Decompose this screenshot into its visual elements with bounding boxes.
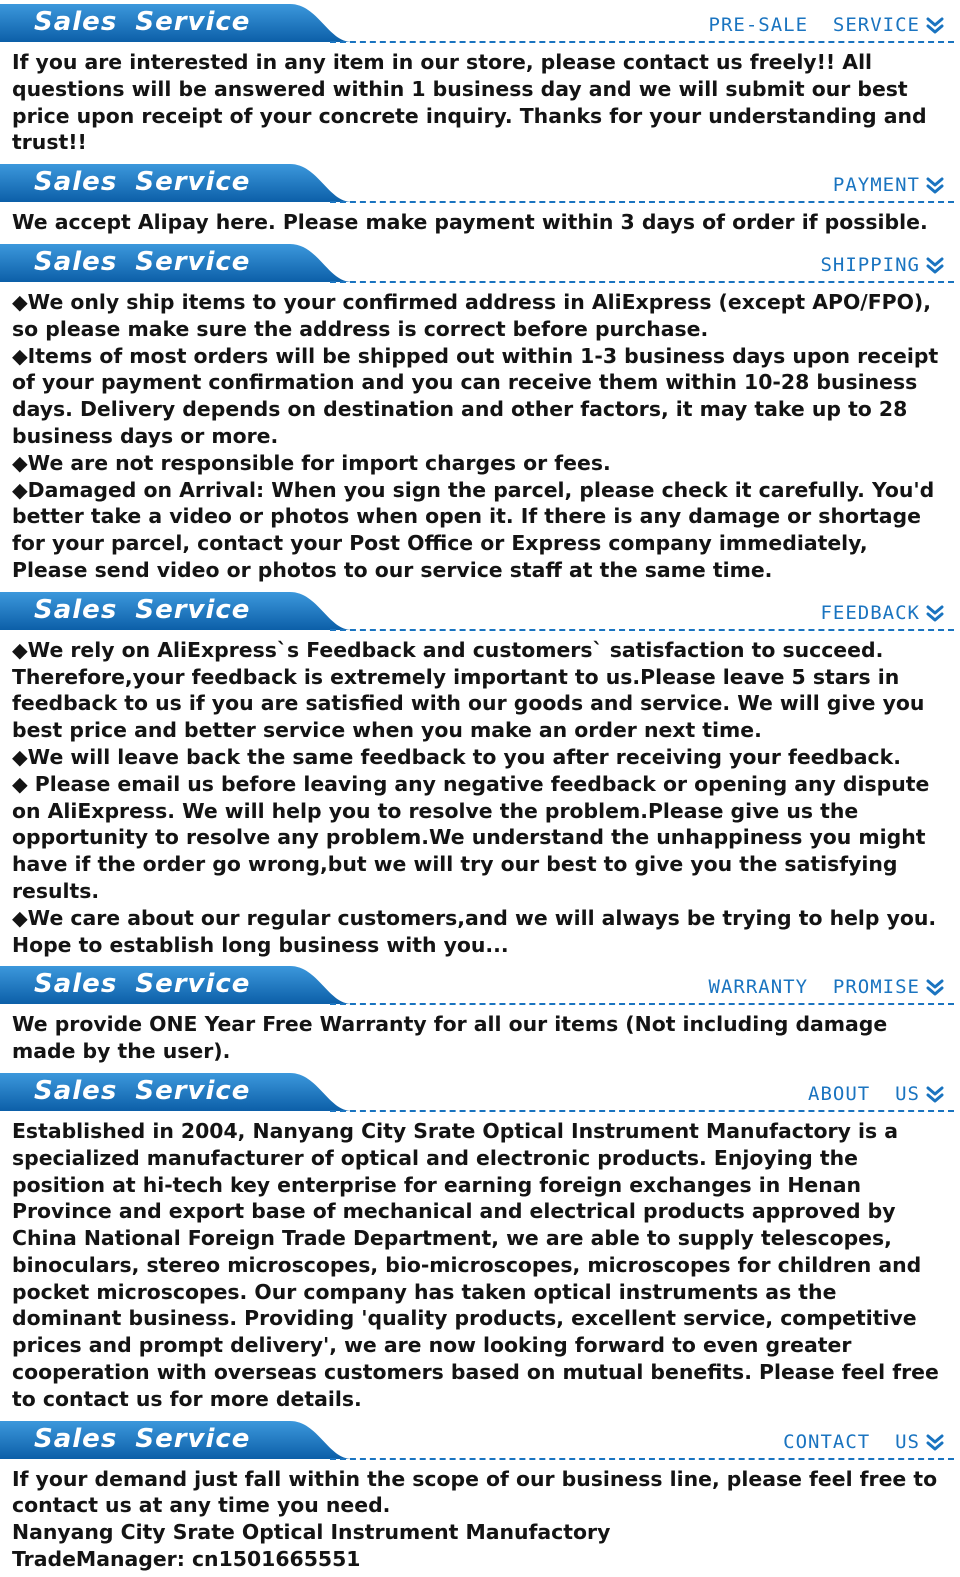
section-tag: CONTACT US (783, 1430, 920, 1453)
chevron-down-icon (926, 1086, 944, 1104)
section-shipping (0, 240, 960, 588)
section-about-us (0, 1069, 960, 1417)
paragraph: ◆ Please email us before leaving any negative feedback or opening any dispute on AliExpress. We will help you to resolve the problem.Please give us the opportunity to resolve any problem.We understand the unhappiness you might have if the order go wrong,but we will try our best to give you the satisfying results. (12, 771, 930, 903)
chevron-down-icon (926, 605, 944, 623)
dashed-divider (330, 41, 954, 43)
section-body (0, 206, 960, 240)
section-title: Sales Service (34, 969, 251, 1000)
chevron-down-icon (926, 979, 944, 997)
section-body (0, 286, 960, 588)
paragraph: ◆Items of most orders will be shipped out within 1-3 business days upon receipt of your payment confirmation and you can receive them within 10-28 business days. Delivery depends on destination and other factors, it may take up to 28 business days or more. (12, 343, 939, 448)
dashed-divider (330, 281, 954, 283)
paragraph: ◆We care about our regular customers,and we will always be trying to help you. Hope to establish long business with you... (12, 905, 937, 957)
section-title: Sales Service (34, 1075, 251, 1106)
section-title: Sales Service (34, 246, 251, 277)
paragraph: We provide ONE Year Free Warranty for all our items (Not including damage made by the user). (12, 1012, 888, 1064)
chevron-down-icon (926, 17, 944, 35)
dashed-divider (330, 1458, 954, 1460)
paragraph: ◆Damaged on Arrival: When you sign the parcel, please check it carefully. You'd better take a video or photos when open it. If there is any damage or shortage for your parcel, contact your Post Office or Express company immediately, Please send video or photos to our service staff at the same time. (12, 477, 935, 582)
section-tag: SHIPPING (820, 253, 920, 276)
section-payment (0, 160, 960, 240)
section-header (0, 1069, 960, 1115)
section-pre-sale-service (0, 0, 960, 160)
section-feedback (0, 588, 960, 963)
section-title: Sales Service (34, 1423, 251, 1454)
section-header (0, 962, 960, 1008)
trademanager-id: TradeManager: cn1501665551 (12, 1547, 361, 1572)
section-title: Sales Service (34, 167, 251, 198)
dashed-divider (330, 1003, 954, 1005)
section-tag: FEEDBACK (820, 601, 920, 624)
paragraph: If your demand just fall within the scope of our business line, please feel free to contact us at any time you need. (12, 1466, 938, 1518)
paragraph: We accept Alipay here. Please make payment within 3 days of order if possible. (12, 210, 928, 235)
section-header (0, 240, 960, 286)
section-tag: WARRANTY PROMISE (708, 976, 920, 999)
section-body (0, 1008, 960, 1069)
section-title: Sales Service (34, 594, 251, 625)
section-tab (0, 592, 960, 632)
paragraph: ◆We rely on AliExpress`s Feedback and customers` satisfaction to succeed. Therefore,your feedback is extremely important to us.Please leave 5 stars in feedback to us if you are satisfied with our goods and service. We will give you best price and better service when you make an order next time. (12, 637, 925, 743)
section-title: Sales Service (34, 7, 251, 37)
section-contact-us (0, 1417, 960, 1577)
chevron-down-icon (926, 257, 944, 275)
dashed-divider (330, 201, 954, 203)
section-warranty-promise (0, 962, 960, 1069)
section-header (0, 588, 960, 634)
section-body (0, 1463, 960, 1577)
paragraph: ◆We are not responsible for import charges or fees. (12, 450, 611, 475)
section-body (0, 1115, 960, 1417)
paragraph: If you are interested in any item in our store, please contact us freely!! All questions will be answered within 1 business day and we will submit our best price upon receipt of your concrete inquiry. Thanks for your understanding and trust!! (12, 50, 927, 155)
section-header (0, 1417, 960, 1463)
dashed-divider (330, 1110, 954, 1112)
section-body (0, 46, 960, 160)
paragraph: ◆We will leave back the same feedback to you after receiving your feedback. (12, 744, 901, 769)
dashed-divider (330, 629, 954, 631)
company-name: Nanyang City Srate Optical Instrument Manufactory (12, 1520, 611, 1545)
section-tag: PRE-SALE SERVICE (708, 14, 920, 36)
paragraph: Established in 2004, Nanyang City Srate Optical Instrument Manufactory is a specialized manufacturer of optical and electronic products. Enjoying the position at hi-tech key enterprise for earning foreign exchanges in Henan Province and export base of mechanical and electrical products approved by China National Foreign Trade Department, we are able to supply telescopes, binoculars, stereo microscopes, bio-microscopes, microscopes for children and pocket microscopes. Our company has taken optical instruments as the dominant business. Providing 'quality products, excellent service, competitive prices and prompt delivery', we are now looking forward to even greater cooperation with overseas customers based on mutual benefits. Please feel free to contact us for more details. (12, 1118, 939, 1411)
section-header (0, 0, 960, 46)
paragraph: ◆We only ship items to your confirmed address in AliExpress (except APO/FPO), so please make sure the address is correct before purchase. (12, 289, 931, 341)
section-body (0, 634, 960, 963)
section-tag: ABOUT US (808, 1082, 920, 1105)
section-tab (0, 244, 960, 284)
section-tab (0, 164, 960, 204)
chevron-down-icon (926, 177, 944, 195)
section-header (0, 160, 960, 206)
chevron-down-icon (926, 1434, 944, 1452)
section-tag: PAYMENT (832, 174, 920, 197)
